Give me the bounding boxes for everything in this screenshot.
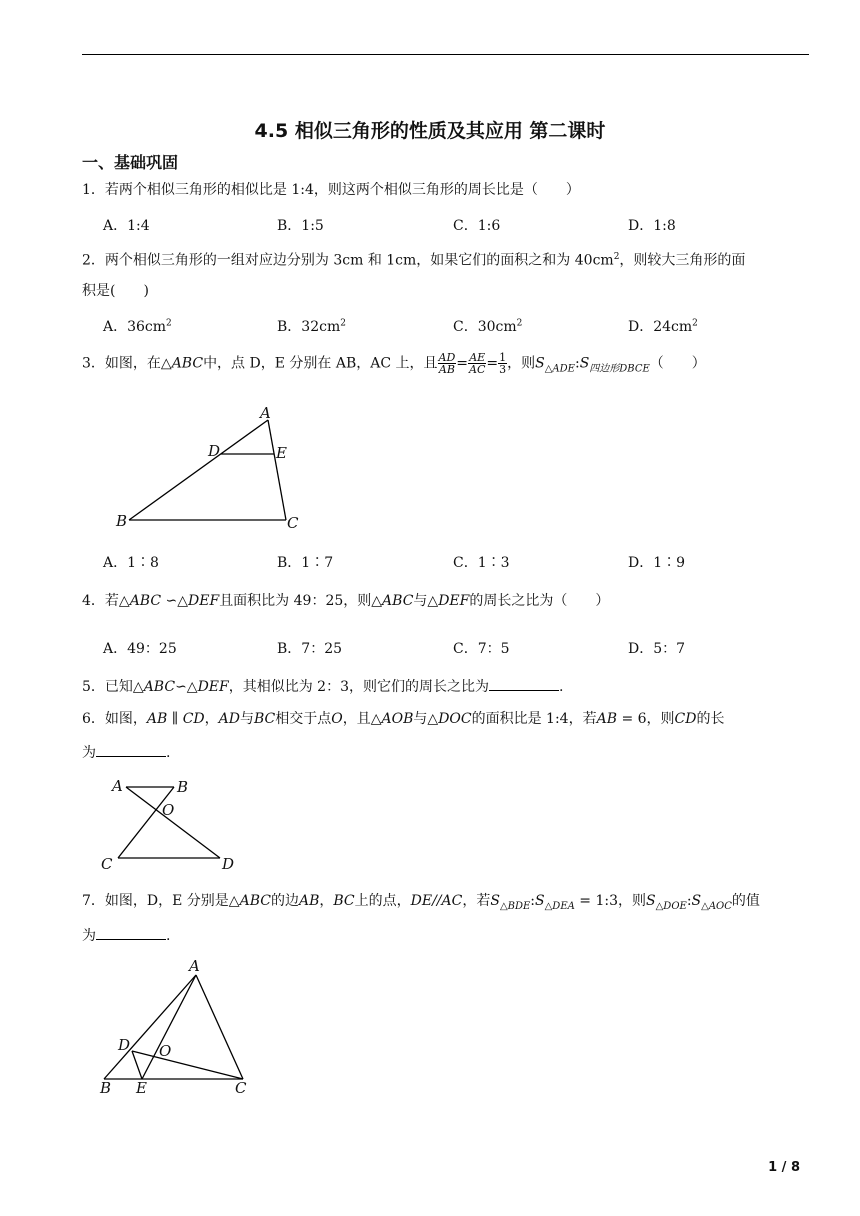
q4-option-d: D．5：7	[628, 641, 686, 657]
label-d: D	[222, 855, 235, 873]
section-heading: 一、基础巩固	[82, 153, 179, 172]
q2-option-c: C．$30cm^2$	[453, 318, 523, 335]
q1-option-c: C．1:6	[453, 218, 501, 234]
fraction-one-third: $\frac{1}{3}$	[499, 351, 507, 376]
question-6-text-line2: 为 .	[82, 742, 170, 763]
segment-ac	[268, 420, 286, 520]
question-2-text-line2: 积是( )	[82, 283, 149, 299]
label-a: A	[189, 957, 200, 975]
q1-option-a: A．1:4	[103, 218, 150, 234]
segment-de	[132, 1051, 142, 1079]
q4-option-c: C．7：5	[453, 641, 510, 657]
q3-option-a: A．1∶8	[103, 555, 159, 571]
label-c: C	[101, 855, 113, 873]
segment-ba	[129, 420, 268, 520]
header-rule	[82, 54, 809, 55]
segment-ac	[196, 975, 243, 1079]
fraction-ad-ab: $\frac{AD}{AB}$	[438, 351, 456, 376]
question-3-text: 3．如图，在△ABC中，点 D，E 分别在 AB，AC 上，且 $\frac{AD}{AB}$ = $\frac{AE}{AC}$ = $\frac{1}{3}$ ，则$S_{\triangle ADE}:S_{四边形DBCE}$（ ）	[82, 351, 706, 376]
figure-q3-triangle	[110, 400, 310, 535]
answer-blank[interactable]	[96, 742, 166, 757]
answer-blank[interactable]	[489, 676, 559, 691]
q4-option-b: B．7：25	[277, 641, 343, 657]
label-a: A	[260, 404, 271, 422]
label-c: C	[235, 1079, 247, 1097]
label-a: A	[112, 777, 123, 795]
q3-option-d: D．1∶9	[628, 555, 686, 571]
fraction-ae-ac: $\frac{AE}{AC}$	[469, 351, 486, 376]
q3-option-c: C．1∶3	[453, 555, 510, 571]
figure-q7-triangle	[96, 955, 266, 1100]
label-b: B	[100, 1079, 112, 1097]
q1-option-d: D．1:8	[628, 218, 676, 234]
question-6-text: 6．如图，AB ∥ CD，AD与BC相交于点O，且△AOB与△DOC的面积比是 1:4，若AB = 6，则CD的长	[82, 711, 725, 727]
q2-option-b: B．$32cm^2$	[277, 318, 346, 335]
question-4-text: 4．若△ABC ∽△DEF且面积比为 49：25，则△ABC与△DEF的周长之比为（ ）	[82, 593, 610, 609]
question-5-text: 5．已知△ABC∽△DEF，其相似比为 2：3，则它们的周长之比为 .	[82, 676, 563, 697]
page-number: 1 / 8	[768, 1160, 800, 1175]
q3-option-b: B．1∶7	[277, 555, 334, 571]
segment-bc	[118, 787, 174, 858]
question-7-text: 7．如图，D，E 分别是△ABC的边AB，BC上的点，DE//AC，若$S_{\triangle BDE}:S_{\triangle DEA}$ = 1:3，则$S_{\triangle DOE}:S_{\triangle AOC}$的值	[82, 893, 760, 912]
label-o: O	[162, 801, 175, 819]
question-1-text: 1．若两个相似三角形的相似比是 1:4，则这两个相似三角形的周长比是（ ）	[82, 182, 580, 198]
segment-ad	[126, 787, 220, 858]
figure-q6-hourglass	[98, 775, 248, 875]
answer-blank[interactable]	[96, 925, 166, 940]
label-c: C	[287, 514, 299, 532]
label-o: O	[159, 1042, 172, 1060]
page-title: 4.5 相似三角形的性质及其应用 第二课时	[254, 120, 606, 142]
label-b: B	[177, 778, 189, 796]
q1-option-b: B．1:5	[277, 218, 324, 234]
q2-option-a: A．$36cm^2$	[103, 318, 172, 335]
q2-option-d: D．$24cm^2$	[628, 318, 698, 335]
label-b: B	[116, 512, 128, 530]
label-e: E	[136, 1079, 147, 1097]
label-e: E	[276, 444, 287, 462]
question-2-text: 2．两个相似三角形的一组对应边分别为 3cm 和 1cm，如果它们的面积之和为 $40cm^2$，则较大三角形的面	[82, 252, 746, 269]
label-d: D	[208, 442, 221, 460]
label-d: D	[118, 1036, 131, 1054]
q4-option-a: A．49：25	[103, 641, 177, 657]
question-7-text-line2: 为 .	[82, 925, 170, 946]
